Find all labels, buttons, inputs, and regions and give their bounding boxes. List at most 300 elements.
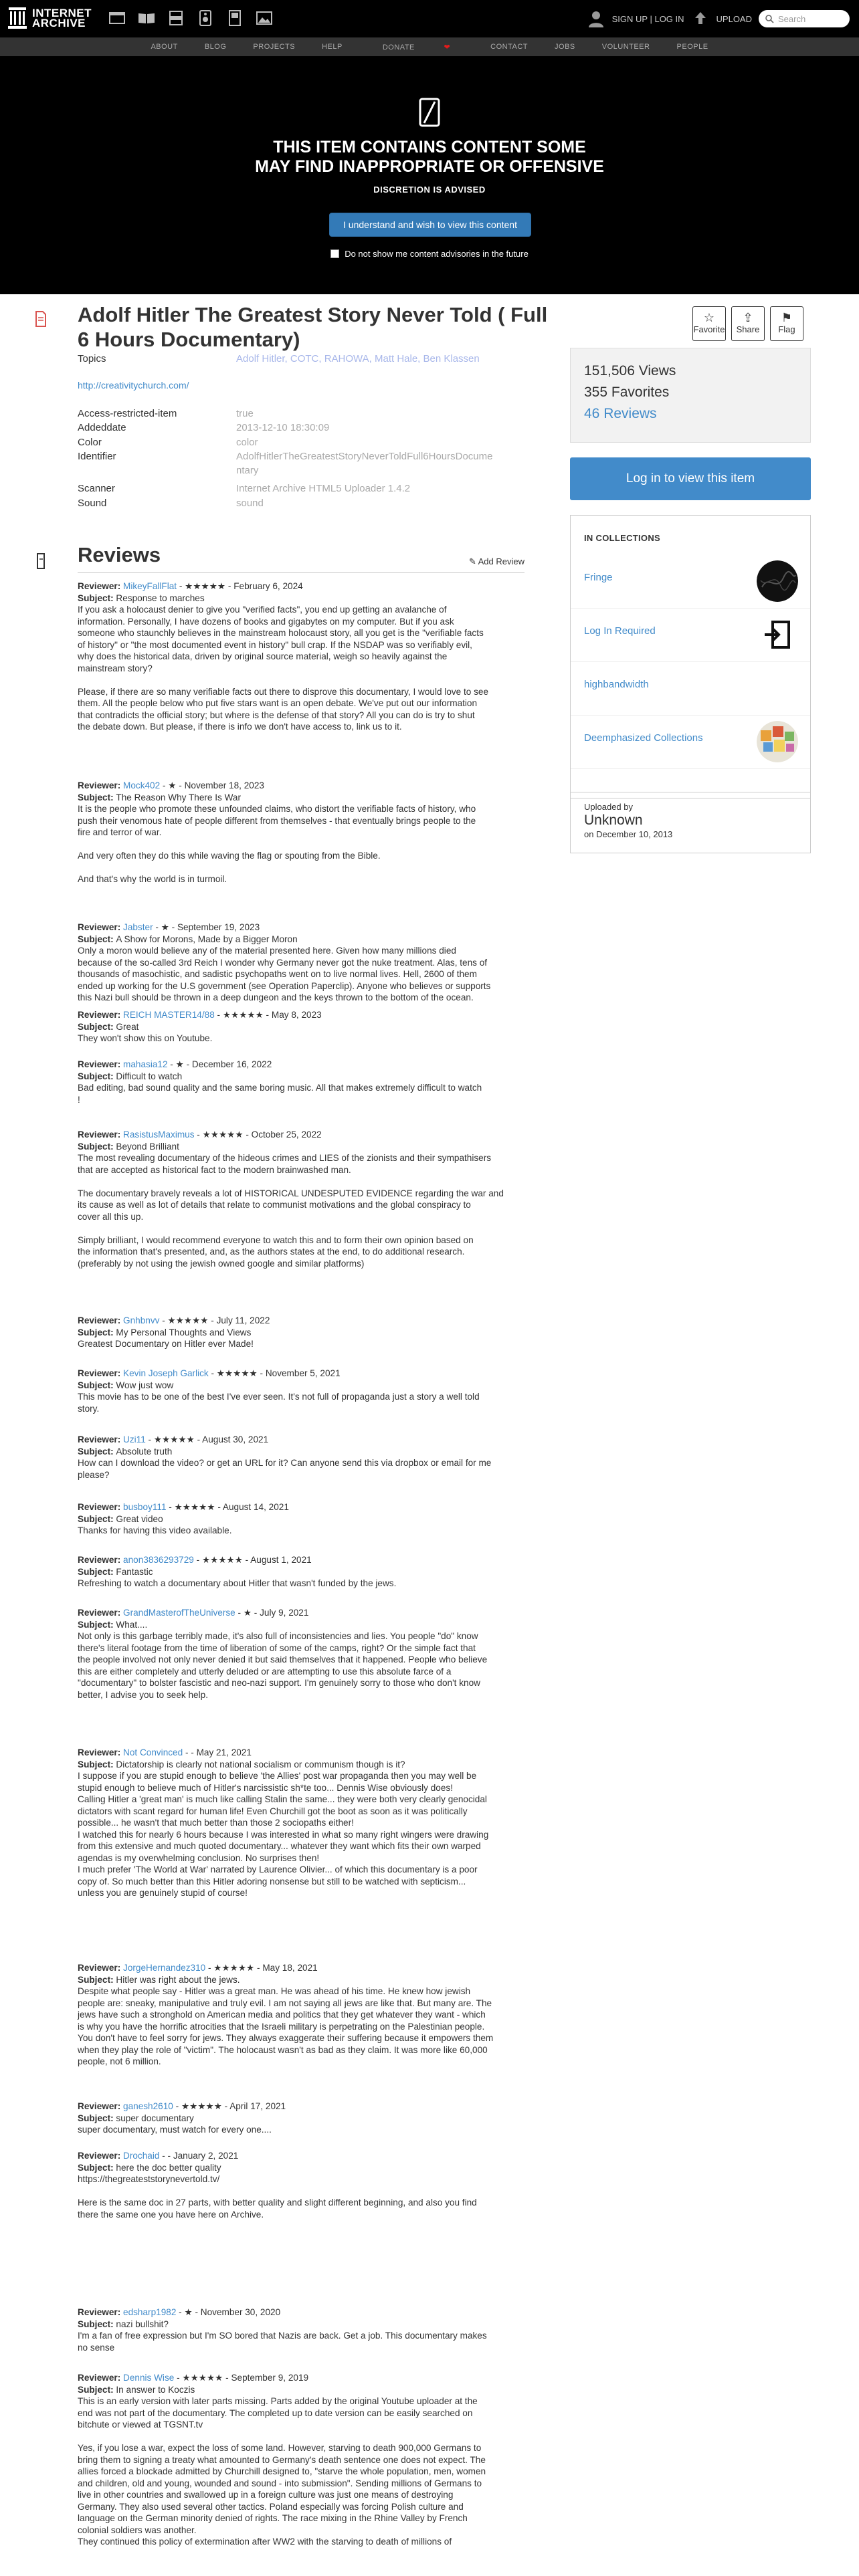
subject-label: Subject: (78, 2384, 116, 2395)
subject-label: Subject: (78, 1619, 116, 1630)
review-item (78, 1434, 526, 1481)
reviewer-label: Reviewer: (78, 1434, 124, 1444)
review-byline (78, 2101, 526, 2113)
uploader-box (570, 792, 811, 853)
subject-label: Subject: (78, 1446, 116, 1457)
reviewer-label: Reviewer: (78, 1010, 124, 1020)
reviewer-name[interactable]: MikeyFallFlat (123, 581, 177, 591)
review-subject: My Personal Thoughts and Views (116, 1327, 252, 1337)
review-item (78, 1129, 526, 1269)
review-subject: nazi bullshit? (116, 2319, 169, 2329)
review-byline (78, 2150, 526, 2162)
reviewer-label: Reviewer: (78, 2151, 124, 2161)
review-separator: - (167, 1059, 176, 1069)
review-separator: - (235, 1608, 244, 1618)
review-item (78, 1059, 526, 1105)
reviewer-name[interactable]: RasistusMaximus (123, 1130, 195, 1140)
uploaded-by-label: Uploaded by (584, 802, 633, 812)
review-subject: Wow just wow (116, 1380, 174, 1390)
review-subject-line (78, 2162, 526, 2174)
reviewer-name[interactable]: Gnhbnvv (123, 1315, 160, 1325)
subject-label: Subject: (78, 792, 116, 802)
review-date: April 17, 2021 (229, 2101, 286, 2111)
review-body: They won't show this on Youtube. (78, 1033, 213, 1043)
subject-label: Subject: (78, 934, 116, 944)
item-actions (692, 306, 803, 341)
review-stars: ★★★★★ (213, 1963, 255, 1973)
review-body: Refreshing to watch a documentary about Hitler that wasn't funded by the jews. (78, 1578, 397, 1588)
search-input[interactable] (759, 10, 850, 27)
add-review-button[interactable] (469, 556, 524, 567)
reviews-heading: Reviews (78, 543, 161, 566)
review-subject-line (78, 792, 526, 804)
review-date: November 18, 2023 (184, 780, 264, 790)
review-item (78, 2101, 526, 2136)
reviewer-label: Reviewer: (78, 1608, 124, 1618)
review-item (78, 580, 526, 733)
review-body: I'm a fan of free expression but I'm SO bored that Nazis are back. Get a job. This documentary makes no sense (78, 2331, 487, 2353)
collection-item[interactable] (571, 608, 810, 662)
item-title: Adolf Hitler The Greatest Story Never Told ( Full 6 Hours Documentary) (78, 303, 548, 351)
review-date: May 8, 2023 (271, 1010, 322, 1020)
review-separator: - (192, 2307, 201, 2317)
review-byline (78, 780, 526, 792)
review-date: July 11, 2022 (216, 1315, 270, 1325)
field-key: Identifier (78, 451, 116, 462)
review-separator: - (183, 1059, 192, 1069)
favorite-button[interactable] (692, 306, 726, 341)
review-separator: - (252, 1608, 260, 1618)
review-item (78, 2306, 526, 2353)
uploader-name[interactable]: Unknown (584, 813, 643, 828)
login-required-thumbnail (757, 614, 798, 655)
user-icon[interactable] (587, 9, 605, 28)
collections-heading: IN COLLECTIONS (584, 533, 660, 543)
review-subject-line (78, 934, 526, 946)
view-content-button[interactable]: I understand and wish to view this content (329, 213, 531, 237)
review-separator: - (174, 2373, 183, 2383)
review-subject-line (78, 2113, 526, 2125)
review-subject-line (78, 1619, 526, 1631)
review-subject: Fantastic (116, 1566, 153, 1577)
reviewer-label: Reviewer: (78, 1555, 124, 1565)
review-body: This is an early version with later parts missing. Parts added by the original Youtube uploader at the end was not part of the documentary. The completed up to date version can be easily searched on bitchute or viewed at TGSNT.tv Yes, if you lose a war, expect the loss of some land. However, starving to death 900,000 Germans to bring them to signing a treaty what amounted to Germany's death sentence one does not expect. The allies forced a blockade admitted by Churchill designed to, "starve the whole population, men, women and children, old and young, wounded and sound - into submission". Sending millions of Germans to live in other countries and swallowed up in a foreign culture was just one means of destroying Germany. They also used several other tactics. Poland especially was forcing Polish culture and language on the German minority denied of rights. The race mixing in the Rhine Valley by French colonial soldiers was another. They continued this policy of extermination after WW2 with the starving to death of millions of (78, 2396, 486, 2547)
content-advisory (0, 56, 859, 294)
review-date: February 6, 2024 (233, 581, 303, 591)
review-stars: ★★★★★ (222, 1010, 264, 1020)
nav-jobs[interactable]: JOBS (555, 43, 575, 51)
reviewer-name[interactable]: Jabster (123, 922, 153, 932)
review-subject: Great (116, 1021, 139, 1032)
field-value: AdolfHitlerTheGreatestStoryNeverToldFull6HoursDocume (236, 451, 493, 462)
secondary-nav (0, 37, 859, 56)
review-separator: - (242, 1555, 251, 1565)
review-separator: - (214, 1010, 223, 1020)
review-date: August 14, 2021 (222, 1502, 289, 1512)
reviewer-label: Reviewer: (78, 2373, 124, 2383)
advisory-heading-line1: THIS ITEM CONTAINS CONTENT SOME (273, 138, 586, 156)
review-body: Only a moron would believe any of the material presented here. Given how many millions died because of the so-called 3rd Reich I wonder why Germany never got the nuke treatment. Alas, tens of thousands of masochistic, and sadistic psychopaths went on to live normal lives. Hell, 2600 of them ended up working for the U.S government (see Operation Paperclip). Anyone who believes or supports this Nazi bull should be thrown in a deep dungeon and the keys thrown to the bottom of the ocean. (78, 946, 491, 1002)
review-item (78, 1962, 526, 2068)
review-item (78, 1607, 526, 1701)
review-byline (78, 2372, 526, 2384)
review-body: I suppose if you are stupid enough to believe 'the Allies' post war propaganda then you may well be stupid enough to believe much of Hitler's narcissistic sh*te too... Dennis Wise obviously does! Calling Hitler a 'great man' is much like calling Stalin the same... they were both very clearly genocidal dictators with scant regard for human life! Even Churchill got the boot as soon as it was politically possible... he wasn't that much better than those 2 sociopaths either! I watched this for nearly 6 hours because I was interested in what so many right wingers were drawing from this extensive and much quoted documentary... whatever they want which fits their own warped agendas is my overwhelming conclusion. No surprises then! I much prefer 'The World at War' narrated by Laurence Olivier... of which this documentary is a poor copy of. So much better than this Hitler adoring nonsense but still to be watched with septicism... unless you are genuinely stupid of course! (78, 1771, 489, 1898)
review-subject-line (78, 1513, 526, 1525)
field-value: true (236, 408, 254, 419)
review-separator: - (177, 581, 185, 591)
review-body: Thanks for having this video available. (78, 1525, 232, 1535)
review-separator: - (145, 1434, 154, 1444)
field-value-cont: ntary (236, 465, 259, 476)
review-item (78, 1501, 526, 1537)
web-icon[interactable] (107, 8, 127, 28)
review-separator: - (176, 2307, 185, 2317)
topics-label: Topics (78, 353, 106, 364)
review-subject-line (78, 1380, 526, 1392)
logo-line1: INTERNET (32, 7, 92, 19)
collection-item[interactable] (571, 554, 810, 609)
review-byline (78, 1009, 526, 1021)
review-separator: - (257, 1368, 266, 1378)
review-separator: - (173, 2101, 181, 2111)
review-subject: A Show for Morons, Made by a Bigger Moron (116, 934, 298, 944)
nav-projects[interactable]: PROJECTS (253, 43, 296, 51)
review-byline (78, 1368, 526, 1380)
review-subject-line (78, 1327, 526, 1339)
views-label: Views (638, 363, 676, 379)
reviewer-name[interactable]: Dennis Wise (123, 2373, 175, 2383)
review-separator: - (169, 922, 177, 932)
search-placeholder: Search (778, 13, 806, 24)
review-byline (78, 1501, 526, 1513)
review-body: Not only is this garbage terribly made, it's also full of inconsistencies and lies. You people "do" know there's literal footage from the time of liberation of some of the camps, right? Or the simple fact that the people involved not only never denied it but said themselves that it happened. People who believe this are either completely and utterly deluded or are attempting to use this absolute farce of a "documentary" to bolster fascistic and neo-nazi support. I'm genuinely sorry to those who don't know better, I advise you to seek help. (78, 1631, 488, 1700)
video-icon[interactable] (166, 8, 186, 28)
texts-icon[interactable] (136, 8, 157, 28)
review-separator: - (208, 1368, 217, 1378)
review-item (78, 922, 526, 1004)
discretion-text: DISCRETION IS ADVISED (373, 185, 486, 195)
field-key: Addeddate (78, 422, 126, 433)
share-icon: ⇪ (743, 311, 753, 324)
optout-label: Do not show me content advisories in the future (345, 249, 529, 259)
reviewer-name[interactable]: Not Convinced (123, 1747, 183, 1757)
review-byline (78, 1059, 526, 1071)
review-subject-line (78, 1021, 526, 1033)
upload-icon[interactable] (691, 9, 710, 28)
review-separator: - (193, 1555, 202, 1565)
reviewer-label: Reviewer: (78, 1368, 124, 1378)
advisory-heading-line2: MAY FIND INAPPROPRIATE OR OFFENSIVE (255, 157, 604, 176)
review-stars: ★★★★★ (202, 1130, 244, 1140)
review-stars: ★★★★★ (181, 2101, 222, 2111)
review-byline (78, 580, 526, 593)
review-separator: - (221, 2101, 230, 2111)
review-stars: ★ (175, 1059, 184, 1069)
review-stars: ★ (161, 922, 169, 932)
reviewer-label: Reviewer: (78, 1747, 124, 1757)
reviewer-label: Reviewer: (78, 1963, 124, 1973)
review-subject: Difficult to watch (116, 1071, 183, 1081)
reviews-header (78, 543, 524, 573)
review-body: super documentary, must watch for every one.... (78, 2125, 272, 2135)
review-subject: here the doc better quality (116, 2162, 221, 2173)
review-item (78, 1368, 526, 1414)
review-body: It is the people who promote these unfounded claims, who distort the verifiable facts of history, who push their venomous hate of people different from themselves - that eventually brings people to the fire and terror of war. And very often they do this while waving the flag or spouting from the Bible. And that's why the world is in turmoil. (78, 804, 476, 884)
review-item (78, 1009, 526, 1045)
collection-name[interactable]: Fringe (584, 572, 613, 583)
signup-login-link[interactable]: SIGN UP | LOG IN (611, 13, 684, 24)
review-separator: - (194, 1130, 203, 1140)
review-date: December 16, 2022 (191, 1059, 272, 1069)
field-key: Access-restricted-item (78, 408, 177, 419)
nav-people[interactable]: PEOPLE (676, 43, 708, 51)
subject-label: Subject: (78, 1513, 116, 1524)
reviewer-label: Reviewer: (78, 1130, 124, 1140)
review-subject-line (78, 593, 526, 605)
reviewer-label: Reviewer: (78, 1315, 124, 1325)
review-separator: - (254, 1963, 263, 1973)
review-separator: - (223, 2373, 231, 2383)
views-count: 151,506 (584, 363, 635, 379)
review-date: October 25, 2022 (251, 1130, 322, 1140)
review-separator: - (160, 780, 169, 790)
review-subject-line (78, 2384, 526, 2396)
review-date: November 30, 2020 (200, 2307, 281, 2317)
review-subject: Hitler was right about the jews. (116, 1974, 240, 1985)
login-to-view-button[interactable]: Log in to view this item (570, 457, 811, 500)
nav-blog[interactable]: BLOG (204, 43, 227, 51)
review-body: If you ask a holocaust denier to give you "verified facts", you end up getting an avalanche of information. Personally, I have dozens of books and gigabytes on my computer. But if you ask someone who staunchly believes in the mainstream holocaust story, all you get is the "verifiable facts of history" or "the most documented event in history" bull crap. If the NSDAP was so verifiably evil, why does the historical data, driven by original source material, weigh so heavily against the mainstream story? Please, if there are so many verifiable facts out there to disprove this documentary, I would love to see them. All the people below who put five stars want is an open debate. We've put out our information that contradicts the official story; but where is the defense of that story? All you can do is try to shut the debate down. But please, if there is info we don't have access to, link us to it. (78, 605, 489, 732)
reviewer-name[interactable]: REICH MASTER14/88 (123, 1010, 215, 1020)
reviewer-label: Reviewer: (78, 1059, 124, 1069)
field-value: Internet Archive HTML5 Uploader 1.4.2 (236, 483, 411, 494)
flag-icon: ⚑ (781, 311, 793, 324)
review-body: https://thegreateststorynevertold.tv/ Here is the same doc in 27 parts, with better quality and slight different beginning, and also you find there the same one you have here on Archive. (78, 2174, 477, 2220)
review-date: September 9, 2019 (231, 2373, 309, 2383)
upload-link[interactable]: UPLOAD (716, 13, 752, 24)
flag-button[interactable] (770, 306, 803, 341)
review-subject-line (78, 1071, 526, 1083)
review-byline (78, 1129, 526, 1141)
field-value: color (236, 437, 258, 448)
advisory-optout (0, 249, 859, 259)
internet-archive-logo[interactable] (8, 5, 95, 32)
review-date: July 9, 2021 (260, 1608, 309, 1618)
review-separator: - (208, 1315, 217, 1325)
software-icon[interactable] (225, 8, 245, 28)
review-date: May 21, 2021 (196, 1747, 252, 1757)
review-byline (78, 1607, 526, 1619)
review-byline (78, 2306, 526, 2319)
review-stars: ★★★★★ (167, 1315, 209, 1325)
subject-label: Subject: (78, 1071, 116, 1081)
collections-panel (570, 515, 811, 798)
views-stat (584, 360, 797, 382)
collection-item[interactable] (571, 661, 810, 716)
share-button[interactable] (731, 306, 765, 341)
text-file-icon (35, 310, 47, 328)
review-stars: ★★★★★ (153, 1434, 195, 1444)
reviews-count-link[interactable]: 46 Reviews (584, 406, 657, 421)
review-byline (78, 1315, 526, 1327)
review-stars: ★★★★★ (216, 1368, 258, 1378)
review-byline (78, 1434, 526, 1446)
review-separator: - (166, 1502, 175, 1512)
subject-label: Subject: (78, 2319, 116, 2329)
review-date: January 2, 2021 (173, 2151, 239, 2161)
reviewer-name[interactable]: busboy111 (123, 1502, 167, 1512)
nav-contact[interactable]: CONTACT (490, 43, 529, 51)
reviewer-label: Reviewer: (78, 581, 124, 591)
review-subject: Beyond Brilliant (116, 1141, 179, 1152)
review-body: The most revealing documentary of the hideous crimes and LIES of the zionists and their sympathisers that are accepted as historical fact to the modern brainwashed man. The documentary bravely reveals a lot of HISTORICAL UNDESPUTED EVIDENCE regarding the war and its cause as well as lot of details that relate to communist motivations and the global conspiracy to cover all this up. Simply brilliant, I would recommend everyone to watch this and to form their own opinion based on the information that's presented, and, as the authors states at the end, to do additional research. (preferably by not using the jewish owned google and similar platforms) (78, 1153, 504, 1269)
reviewer-name[interactable]: edsharp1982 (123, 2307, 177, 2317)
reviewer-label: Reviewer: (78, 1502, 124, 1512)
item-stats (570, 348, 811, 443)
advisory-heading (0, 138, 859, 177)
field-key: Color (78, 437, 102, 448)
reviewer-label: Reviewer: (78, 2307, 124, 2317)
favorites-label: Favorites (611, 385, 670, 400)
field-value: 2013-12-10 18:30:09 (236, 422, 330, 433)
collection-name[interactable]: highbandwidth (584, 679, 649, 690)
collection-item[interactable] (571, 715, 810, 769)
upload-date: on December 10, 2013 (584, 829, 673, 839)
review-date: August 30, 2021 (202, 1434, 269, 1444)
review-separator: - (191, 1747, 197, 1757)
collection-name[interactable]: Deemphasized Collections (584, 732, 703, 744)
review-subject-line (78, 1566, 526, 1578)
nav-help[interactable]: HELP (322, 43, 343, 51)
review-item (78, 2372, 526, 2548)
audio-icon[interactable] (195, 8, 215, 28)
review-byline (78, 1554, 526, 1566)
creativity-church-link[interactable]: http://creativitychurch.com/ (78, 380, 189, 391)
images-icon[interactable] (254, 8, 274, 28)
reviewer-name[interactable]: anon3836293729 (123, 1555, 194, 1565)
nav-donate-label: DONATE (382, 43, 415, 51)
review-body: Bad editing, bad sound quality and the same boring music. All that makes extremely difficult to watch ! (78, 1083, 482, 1105)
reviewer-label: Reviewer: (78, 780, 124, 790)
review-separator: - (159, 2151, 168, 2161)
reviewer-name[interactable]: Drochaid (123, 2151, 160, 2161)
topics-links[interactable]: Adolf Hitler, COTC, RAHOWA, Matt Hale, Ben Klassen (236, 353, 480, 364)
review-item (78, 2150, 526, 2220)
review-separator: - (194, 1434, 203, 1444)
review-subject: In answer to Koczis (116, 2384, 195, 2395)
review-stars: ★★★★★ (182, 2373, 223, 2383)
nav-donate[interactable] (356, 43, 477, 51)
favorite-label: Favorite (693, 324, 725, 334)
subject-label: Subject: (78, 1380, 116, 1390)
review-byline (78, 1962, 526, 1974)
subject-label: Subject: (78, 2113, 116, 2123)
star-icon: ☆ (703, 311, 715, 324)
review-separator: - (243, 1130, 252, 1140)
pencil-icon: ✎ (468, 556, 476, 566)
optout-checkbox[interactable] (330, 249, 339, 258)
subject-label: Subject: (78, 1566, 116, 1577)
archive-building-icon (8, 7, 27, 29)
review-body: How can I download the video? or get an URL for it? Can anyone send this via dropbox or email for me please? (78, 1458, 492, 1480)
search-icon (765, 15, 774, 23)
favorites-stat (584, 382, 797, 403)
review-subject: The Reason Why There Is War (116, 792, 242, 802)
top-nav (0, 0, 859, 37)
nav-about[interactable]: ABOUT (151, 43, 178, 51)
nav-volunteer[interactable]: VOLUNTEER (601, 43, 650, 51)
reviewer-name[interactable]: GrandMasterofTheUniverse (123, 1608, 235, 1618)
review-separator: - (167, 2151, 173, 2161)
reviewer-name[interactable]: ganesh2610 (123, 2101, 173, 2111)
review-subject: Dictatorship is clearly not national socialism or communism though is it? (116, 1759, 405, 1769)
subject-label: Subject: (78, 1327, 116, 1337)
review-subject-line (78, 1759, 526, 1771)
heart-icon: ❤ (444, 43, 451, 51)
subject-label: Subject: (78, 593, 116, 603)
share-label: Share (736, 324, 760, 334)
review-subject: Great video (116, 1513, 163, 1524)
review-separator: - (225, 581, 234, 591)
reviewer-name[interactable]: Kevin Joseph Garlick (123, 1368, 209, 1378)
review-item (78, 1747, 526, 1899)
review-subject: Absolute truth (116, 1446, 173, 1457)
reviewer-name[interactable]: mahasia12 (123, 1059, 168, 1069)
review-separator: - (205, 1963, 214, 1973)
review-separator: - (153, 922, 161, 932)
review-separator: - (176, 780, 185, 790)
field-key: Scanner (78, 483, 115, 494)
review-stars: ★ (184, 2307, 193, 2317)
review-stars: ★★★★★ (174, 1502, 215, 1512)
review-subject: What.... (116, 1619, 148, 1630)
highbandwidth-thumbnail (757, 667, 798, 709)
review-date: August 1, 2021 (250, 1555, 312, 1565)
review-stars: ★ (168, 780, 177, 790)
review-separator: - (159, 1315, 168, 1325)
review-date: May 18, 2021 (262, 1963, 318, 1973)
review-subject: Response to marches (116, 593, 205, 603)
review-stars: ★★★★★ (201, 1555, 243, 1565)
field-value: sound (236, 498, 264, 509)
review-separator: - (215, 1502, 223, 1512)
reviews-icon (36, 551, 47, 571)
field-key: Sound (78, 498, 107, 509)
review-body: Greatest Documentary on Hitler ever Made! (78, 1339, 254, 1349)
reviewer-name[interactable]: Mock402 (123, 780, 161, 790)
review-byline (78, 1747, 526, 1759)
review-byline (78, 922, 526, 934)
subject-label: Subject: (78, 1021, 116, 1032)
review-separator: - (263, 1010, 272, 1020)
logo-line2: ARCHIVE (32, 17, 86, 29)
subject-label: Subject: (78, 1974, 116, 1985)
reviewer-name[interactable]: Uzi11 (123, 1434, 146, 1444)
review-subject-line (78, 1974, 526, 1986)
collection-name[interactable]: Log In Required (584, 625, 656, 637)
review-subject: super documentary (116, 2113, 194, 2123)
review-item (78, 1315, 526, 1350)
review-date: September 19, 2023 (177, 922, 260, 932)
flag-label: Flag (778, 324, 795, 334)
review-date: November 5, 2021 (265, 1368, 341, 1378)
reviewer-name[interactable]: JorgeHernandez310 (123, 1963, 206, 1973)
reviewer-label: Reviewer: (78, 922, 124, 932)
review-body: Despite what people say - Hitler was a great man. He was ahead of his time. He knew how jewish people are: sneaky, manipulative and truly evil. I am not saying all jews are like that. But many are. The jews have such a stronghold on American media and politics that they get whatever they want - which is why you have the horrific atrocities that the Israeli military is perpetrating on the Palestinian people. You don't have to feel sorry for jews. They always exaggerate their suffering because it empowers them when they play the role of "victim". The holocaust wasn't as bad as they claim. It was more like 60,000 people, not 6 million. (78, 1986, 494, 2066)
review-stars: ★ (243, 1608, 252, 1618)
favorites-count: 355 (584, 385, 608, 400)
eye-slash-icon (417, 96, 442, 128)
